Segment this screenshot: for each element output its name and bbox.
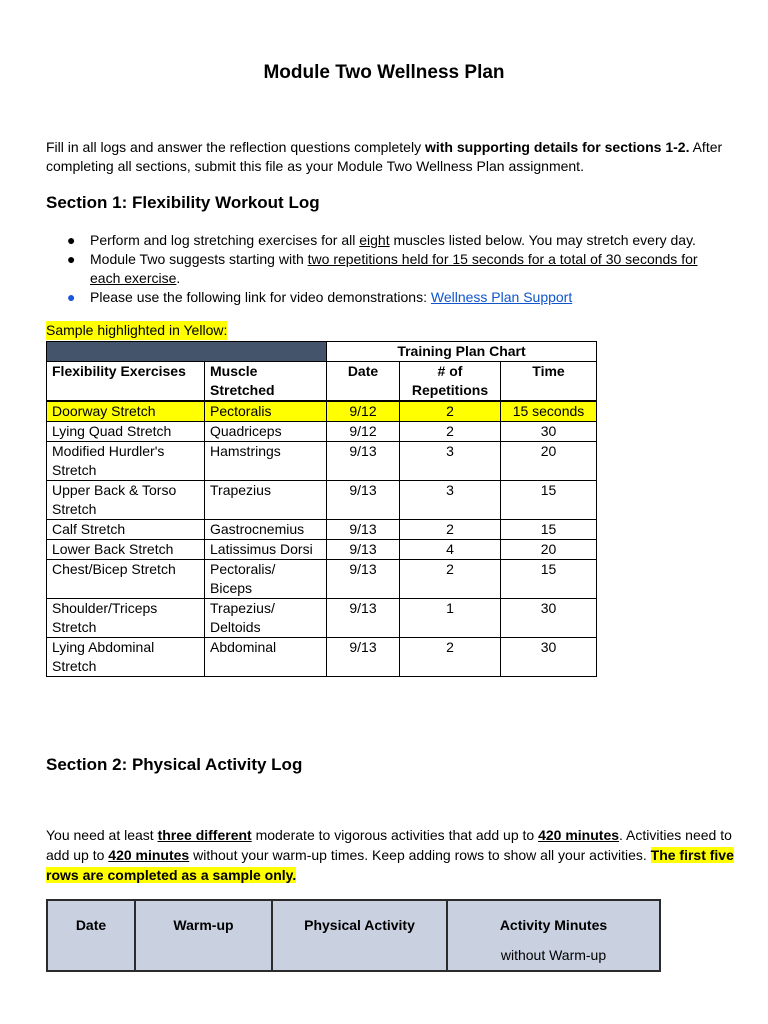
cell-exercise: Modified Hurdler's Stretch — [47, 442, 205, 481]
bullet-item: ● Module Two suggests starting with two repetitions held for 15 seconds for a total of 30 seconds for each exercise. — [67, 251, 698, 286]
cell-exercise: Lower Back Stretch — [47, 540, 205, 560]
sample-note: Sample highlighted in Yellow: — [46, 322, 228, 338]
cell-exercise: Upper Back & Torso Stretch — [47, 481, 205, 520]
cell-exercise: Calf Stretch — [47, 520, 205, 540]
section1-heading: Section 1: Flexibility Workout Log — [46, 193, 320, 212]
table-row — [47, 599, 597, 638]
cell-time: 15 — [501, 481, 597, 520]
col-header-date: Date — [47, 900, 135, 971]
col-header-warmup: Warm-up — [135, 900, 272, 971]
table-row — [47, 520, 597, 540]
cell-muscle: Abdominal — [205, 638, 327, 677]
cell-muscle: Pectoralis — [205, 401, 327, 422]
bullet-item: ● Perform and log stretching exercises for all eight muscles listed below. You may stretch every day. — [67, 232, 696, 248]
table-row — [47, 481, 597, 520]
cell-muscle: Trapezius/ Deltoids — [205, 599, 327, 638]
cell-reps: 2 — [400, 422, 501, 442]
cell-time: 15 — [501, 560, 597, 599]
cell-time: 30 — [501, 422, 597, 442]
cell-muscle: Trapezius — [205, 481, 327, 520]
cell-time: 15 seconds — [501, 401, 597, 422]
cell-reps: 3 — [400, 481, 501, 520]
cell-muscle: Gastrocnemius — [205, 520, 327, 540]
cell-exercise: Doorway Stretch — [47, 401, 205, 422]
intro-paragraph: Fill in all logs and answer the reflection questions completely with supporting details for sections 1-2. After completing all sections, submit this file as your Module Two Wellness Plan assignment. — [46, 139, 723, 174]
col-header-reps: # of Repetitions — [400, 362, 501, 402]
cell-reps: 1 — [400, 599, 501, 638]
col-header-exercise: Flexibility Exercises — [47, 362, 205, 402]
cell-exercise: Lying Abdominal Stretch — [47, 638, 205, 677]
table-header-row — [47, 362, 597, 402]
physical-activity-table — [46, 899, 661, 972]
cell-date: 9/13 — [327, 442, 400, 481]
cell-muscle: Latissimus Dorsi — [205, 540, 327, 560]
section2-paragraph: You need at least three different moderate to vigorous activities that add up to 420 minutes. Activities need to add up to 420 minutes without your warm-up times. Keep adding rows to show all your activities. The first five rows are completed as a sample only. — [46, 827, 734, 883]
table-row — [47, 560, 597, 599]
cell-time: 30 — [501, 599, 597, 638]
cell-exercise: Lying Quad Stretch — [47, 422, 205, 442]
col-header-time: Time — [501, 362, 597, 402]
cell-reps: 2 — [400, 520, 501, 540]
activity-header-row — [47, 900, 660, 971]
col-header-activity: Physical Activity — [272, 900, 447, 971]
cell-exercise: Shoulder/Triceps Stretch — [47, 599, 205, 638]
table-row — [47, 442, 597, 481]
cell-date: 9/13 — [327, 560, 400, 599]
cell-time: 20 — [501, 442, 597, 481]
cell-date: 9/13 — [327, 540, 400, 560]
bullet-dot-icon: ● — [67, 232, 76, 248]
cell-muscle: Pectoralis/ Biceps — [205, 560, 327, 599]
page-title: Module Two Wellness Plan — [263, 62, 505, 83]
cell-date: 9/12 — [327, 422, 400, 442]
cell-date: 9/13 — [327, 520, 400, 540]
cell-date: 9/12 — [327, 401, 400, 422]
cell-muscle: Hamstrings — [205, 442, 327, 481]
sample-highlight-text: The first five rows are completed as a sample only. — [46, 847, 734, 883]
section2-heading: Section 2: Physical Activity Log — [46, 755, 303, 774]
cell-time: 20 — [501, 540, 597, 560]
cell-reps: 2 — [400, 560, 501, 599]
cell-reps: 2 — [400, 401, 501, 422]
col-header-date: Date — [327, 362, 400, 402]
table-row — [47, 422, 597, 442]
table-row — [47, 540, 597, 560]
col-header-muscle: Muscle Stretched — [205, 362, 327, 402]
cell-date: 9/13 — [327, 481, 400, 520]
bullet-dot-icon: ● — [67, 289, 76, 305]
cell-reps: 3 — [400, 442, 501, 481]
col-header-minutes: Activity Minutes without Warm-up — [447, 900, 660, 971]
bullet-dot-icon: ● — [67, 251, 76, 267]
cell-date: 9/13 — [327, 638, 400, 677]
intro-bold: with supporting details for sections 1-2. — [424, 139, 690, 155]
wellness-plan-support-link[interactable]: Wellness Plan Support — [430, 289, 573, 305]
cell-muscle: Quadriceps — [205, 422, 327, 442]
cell-exercise: Chest/Bicep Stretch — [47, 560, 205, 599]
cell-reps: 2 — [400, 638, 501, 677]
header-dark-cell — [47, 342, 327, 362]
bullet-item: ● Please use the following link for video demonstrations: Wellness Plan Support — [67, 289, 573, 305]
section1-bullet-list — [46, 231, 706, 307]
chart-title: Training Plan Chart — [327, 342, 597, 362]
cell-time: 30 — [501, 638, 597, 677]
cell-reps: 4 — [400, 540, 501, 560]
chart-title-row — [47, 342, 597, 362]
cell-time: 15 — [501, 520, 597, 540]
cell-date: 9/13 — [327, 599, 400, 638]
flexibility-log-table — [46, 341, 597, 677]
table-row — [47, 638, 597, 677]
table-row — [47, 401, 597, 422]
